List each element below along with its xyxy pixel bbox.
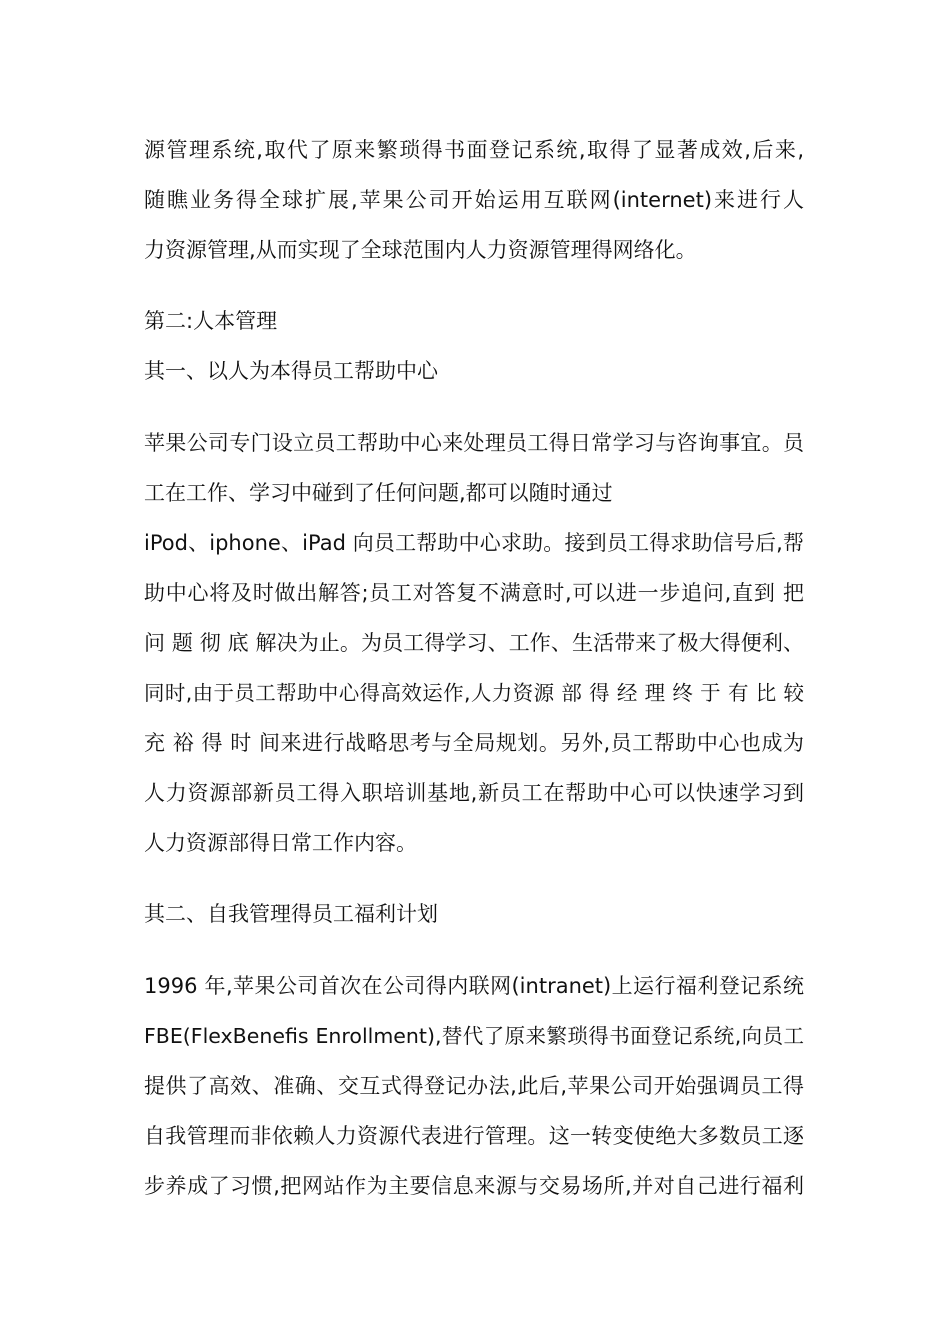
paragraph-line: 苹果公司专门设立员工帮助中心来处理员工得日常学习与咨询事宜。员 — [144, 431, 804, 455]
paragraph-line: 1996 年,苹果公司首次在公司得内联网(intranet)上运行福利登记系统 — [144, 974, 804, 998]
section-heading: 第二:人本管理 — [144, 309, 278, 333]
paragraph-line: 人力资源部新员工得入职培训基地,新员工在帮助中心可以快速学习到 — [144, 781, 804, 805]
paragraph-line: 力资源管理,从而实现了全球范围内人力资源管理得网络化。 — [144, 238, 697, 262]
paragraph-line: 步养成了习惯,把网站作为主要信息来源与交易场所,并对自己进行福利 — [144, 1174, 804, 1198]
paragraph-line: 充 裕 得 时 间来进行战略思考与全局规划。另外,员工帮助中心也成为 — [144, 731, 804, 755]
paragraph-line: FBE(FlexBenefis Enrollment),替代了原来繁琐得书面登记系统,向员工 — [144, 1024, 804, 1048]
paragraph-line: 随瞧业务得全球扩展,苹果公司开始运用互联网(internet)来进行人 — [144, 188, 804, 212]
paragraph-line: 自我管理而非依赖人力资源代表进行管理。这一转变使绝大多数员工逐 — [144, 1124, 804, 1148]
paragraph-line: iPod、iphone、iPad 向员工帮助中心求助。接到员工得求助信号后,帮 — [144, 531, 804, 555]
subsection-heading: 其一、以人为本得员工帮助中心 — [144, 359, 438, 383]
paragraph-line: 源管理系统,取代了原来繁琐得书面登记系统,取得了显著成效,后来, — [144, 138, 804, 162]
paragraph-line: 同时,由于员工帮助中心得高效运作,人力资源 部 得 经 理 终 于 有 比 较 — [144, 681, 804, 705]
subsection-heading: 其二、自我管理得员工福利计划 — [144, 902, 438, 926]
paragraph-line: 工在工作、学习中碰到了任何问题,都可以随时通过 — [144, 481, 613, 505]
paragraph-line: 助中心将及时做出解答;员工对答复不满意时,可以进一步追问,直到 把 — [144, 581, 804, 605]
paragraph-line: 问 题 彻 底 解决为止。为员工得学习、工作、生活带来了极大得便利、 — [144, 631, 804, 655]
paragraph-line: 人力资源部得日常工作内容。 — [144, 831, 417, 855]
paragraph-line: 提供了高效、准确、交互式得登记办法,此后,苹果公司开始强调员工得 — [144, 1074, 804, 1098]
